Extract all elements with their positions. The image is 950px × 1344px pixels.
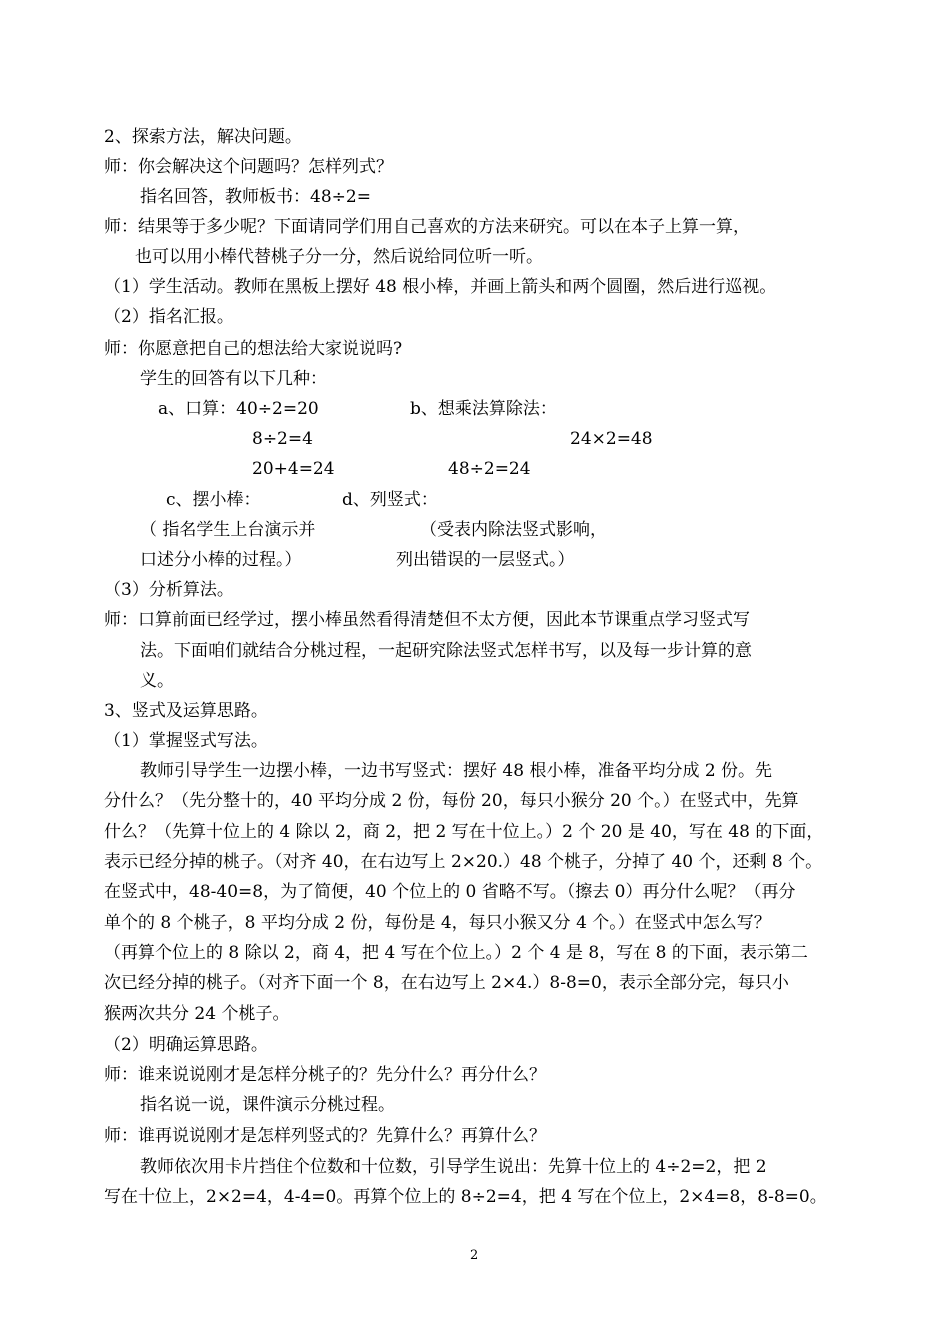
method-b: b、想乘法算除法： [410, 399, 557, 419]
section-heading: 2、探索方法，解决问题。 [104, 127, 302, 147]
equation: 20+4=24 [252, 459, 335, 479]
text-line: 师：你愿意把自己的想法给大家说说吗? [104, 339, 403, 359]
text-line: （3）分析算法。 [104, 580, 234, 600]
equation: 24×2=48 [570, 429, 653, 449]
text-line: 学生的回答有以下几种： [140, 369, 327, 389]
text-line: （再算个位上的 8 除以 2，商 4，把 4 写在个位上。）2 个 4 是 8，写在 8 的下面，表示第二 [104, 943, 808, 963]
text-line: 分什么？（先分整十的，40 平均分成 2 份，每份 20，每只小猴分 20 个。）在竖式中，先算 [104, 791, 799, 811]
text-line: 教师引导学生一边摆小棒，一边书写竖式：摆好 48 根小棒，准备平均分成 2 份。先 [140, 761, 773, 781]
text-line: （受表内除法竖式影响， [420, 520, 607, 540]
text-line: 师：你会解决这个问题吗？怎样列式？ [104, 157, 393, 177]
text-line: 次已经分掉的桃子。（对齐下面一个 8，在右边写上 2×4.）8-8=0，表示全部分完，每只小 [104, 973, 789, 993]
text-line: （2）指名汇报。 [104, 307, 234, 327]
text-line: （1）掌握竖式写法。 [104, 731, 268, 751]
equation: 48÷2=24 [448, 459, 531, 479]
text-line: 写在十位上，2×2=4，4-4=0。再算个位上的 8÷2=4，把 4 写在个位上，2×4=8，8-8=0。 [104, 1187, 827, 1207]
text-line: 也可以用小棒代替桃子分一分，然后说给同位听一听。 [135, 247, 543, 267]
text-line: 法。下面咱们就结合分桃过程，一起研究除法竖式怎样书写，以及每一步计算的意 [140, 641, 752, 661]
text-line: 什么？（先算十位上的 4 除以 2，商 2，把 2 写在十位上。）2 个 20 是 40，写在 48 的下面， [104, 822, 824, 842]
text-line: 列出错误的一层竖式。） [396, 550, 575, 570]
text-line: （1）学生活动。教师在黑板上摆好 48 根小棒，并画上箭头和两个圆圈，然后进行巡视。 [104, 277, 777, 297]
text-line: 教师依次用卡片挡住个位数和十位数，引导学生说出：先算十位上的 4÷2=2，把 2 [140, 1157, 767, 1177]
text-line: 指名说一说，课件演示分桃过程。 [140, 1095, 395, 1115]
text-line: （ 指名学生上台演示并 [140, 520, 316, 540]
text-line: 口述分小棒的过程。） [140, 550, 302, 570]
method-a: a、口算：40÷2=20 [158, 399, 319, 419]
method-d: d、列竖式： [342, 490, 438, 510]
text-line: 单个的 8 个桃子，8 平均分成 2 份，每份是 4，每只小猴又分 4 个。）在竖式中怎么写？ [104, 913, 771, 933]
text-line: 猴两次共分 24 个桃子。 [104, 1004, 290, 1024]
text-line: 指名回答，教师板书：48÷2= [140, 187, 371, 207]
section-heading: 3、竖式及运算思路。 [104, 701, 268, 721]
text-line: 师：口算前面已经学过，摆小棒虽然看得清楚但不太方便，因此本节课重点学习竖式写 [104, 610, 750, 630]
method-c: c、摆小棒： [166, 490, 261, 510]
equation: 8÷2=4 [252, 429, 313, 449]
text-line: 表示已经分掉的桃子。（对齐 40，在右边写上 2×20.）48 个桃子，分掉了 40 个，还剩 8 个。 [104, 852, 823, 872]
text-line: （2）明确运算思路。 [104, 1035, 268, 1055]
text-line: 义。 [140, 671, 174, 691]
page-number: 2 [470, 1248, 479, 1263]
text-line: 师：结果等于多少呢？下面请同学们用自己喜欢的方法来研究。可以在本子上算一算， [104, 217, 750, 237]
text-line: 在竖式中，48-40=8，为了简便，40 个位上的 0 省略不写。（擦去 0）再分什么呢？（再分 [104, 882, 796, 902]
text-line: 师：谁再说说刚才是怎样列竖式的？先算什么？再算什么？ [104, 1126, 546, 1146]
text-line: 师：谁来说说刚才是怎样分桃子的？先分什么？再分什么？ [104, 1065, 546, 1085]
